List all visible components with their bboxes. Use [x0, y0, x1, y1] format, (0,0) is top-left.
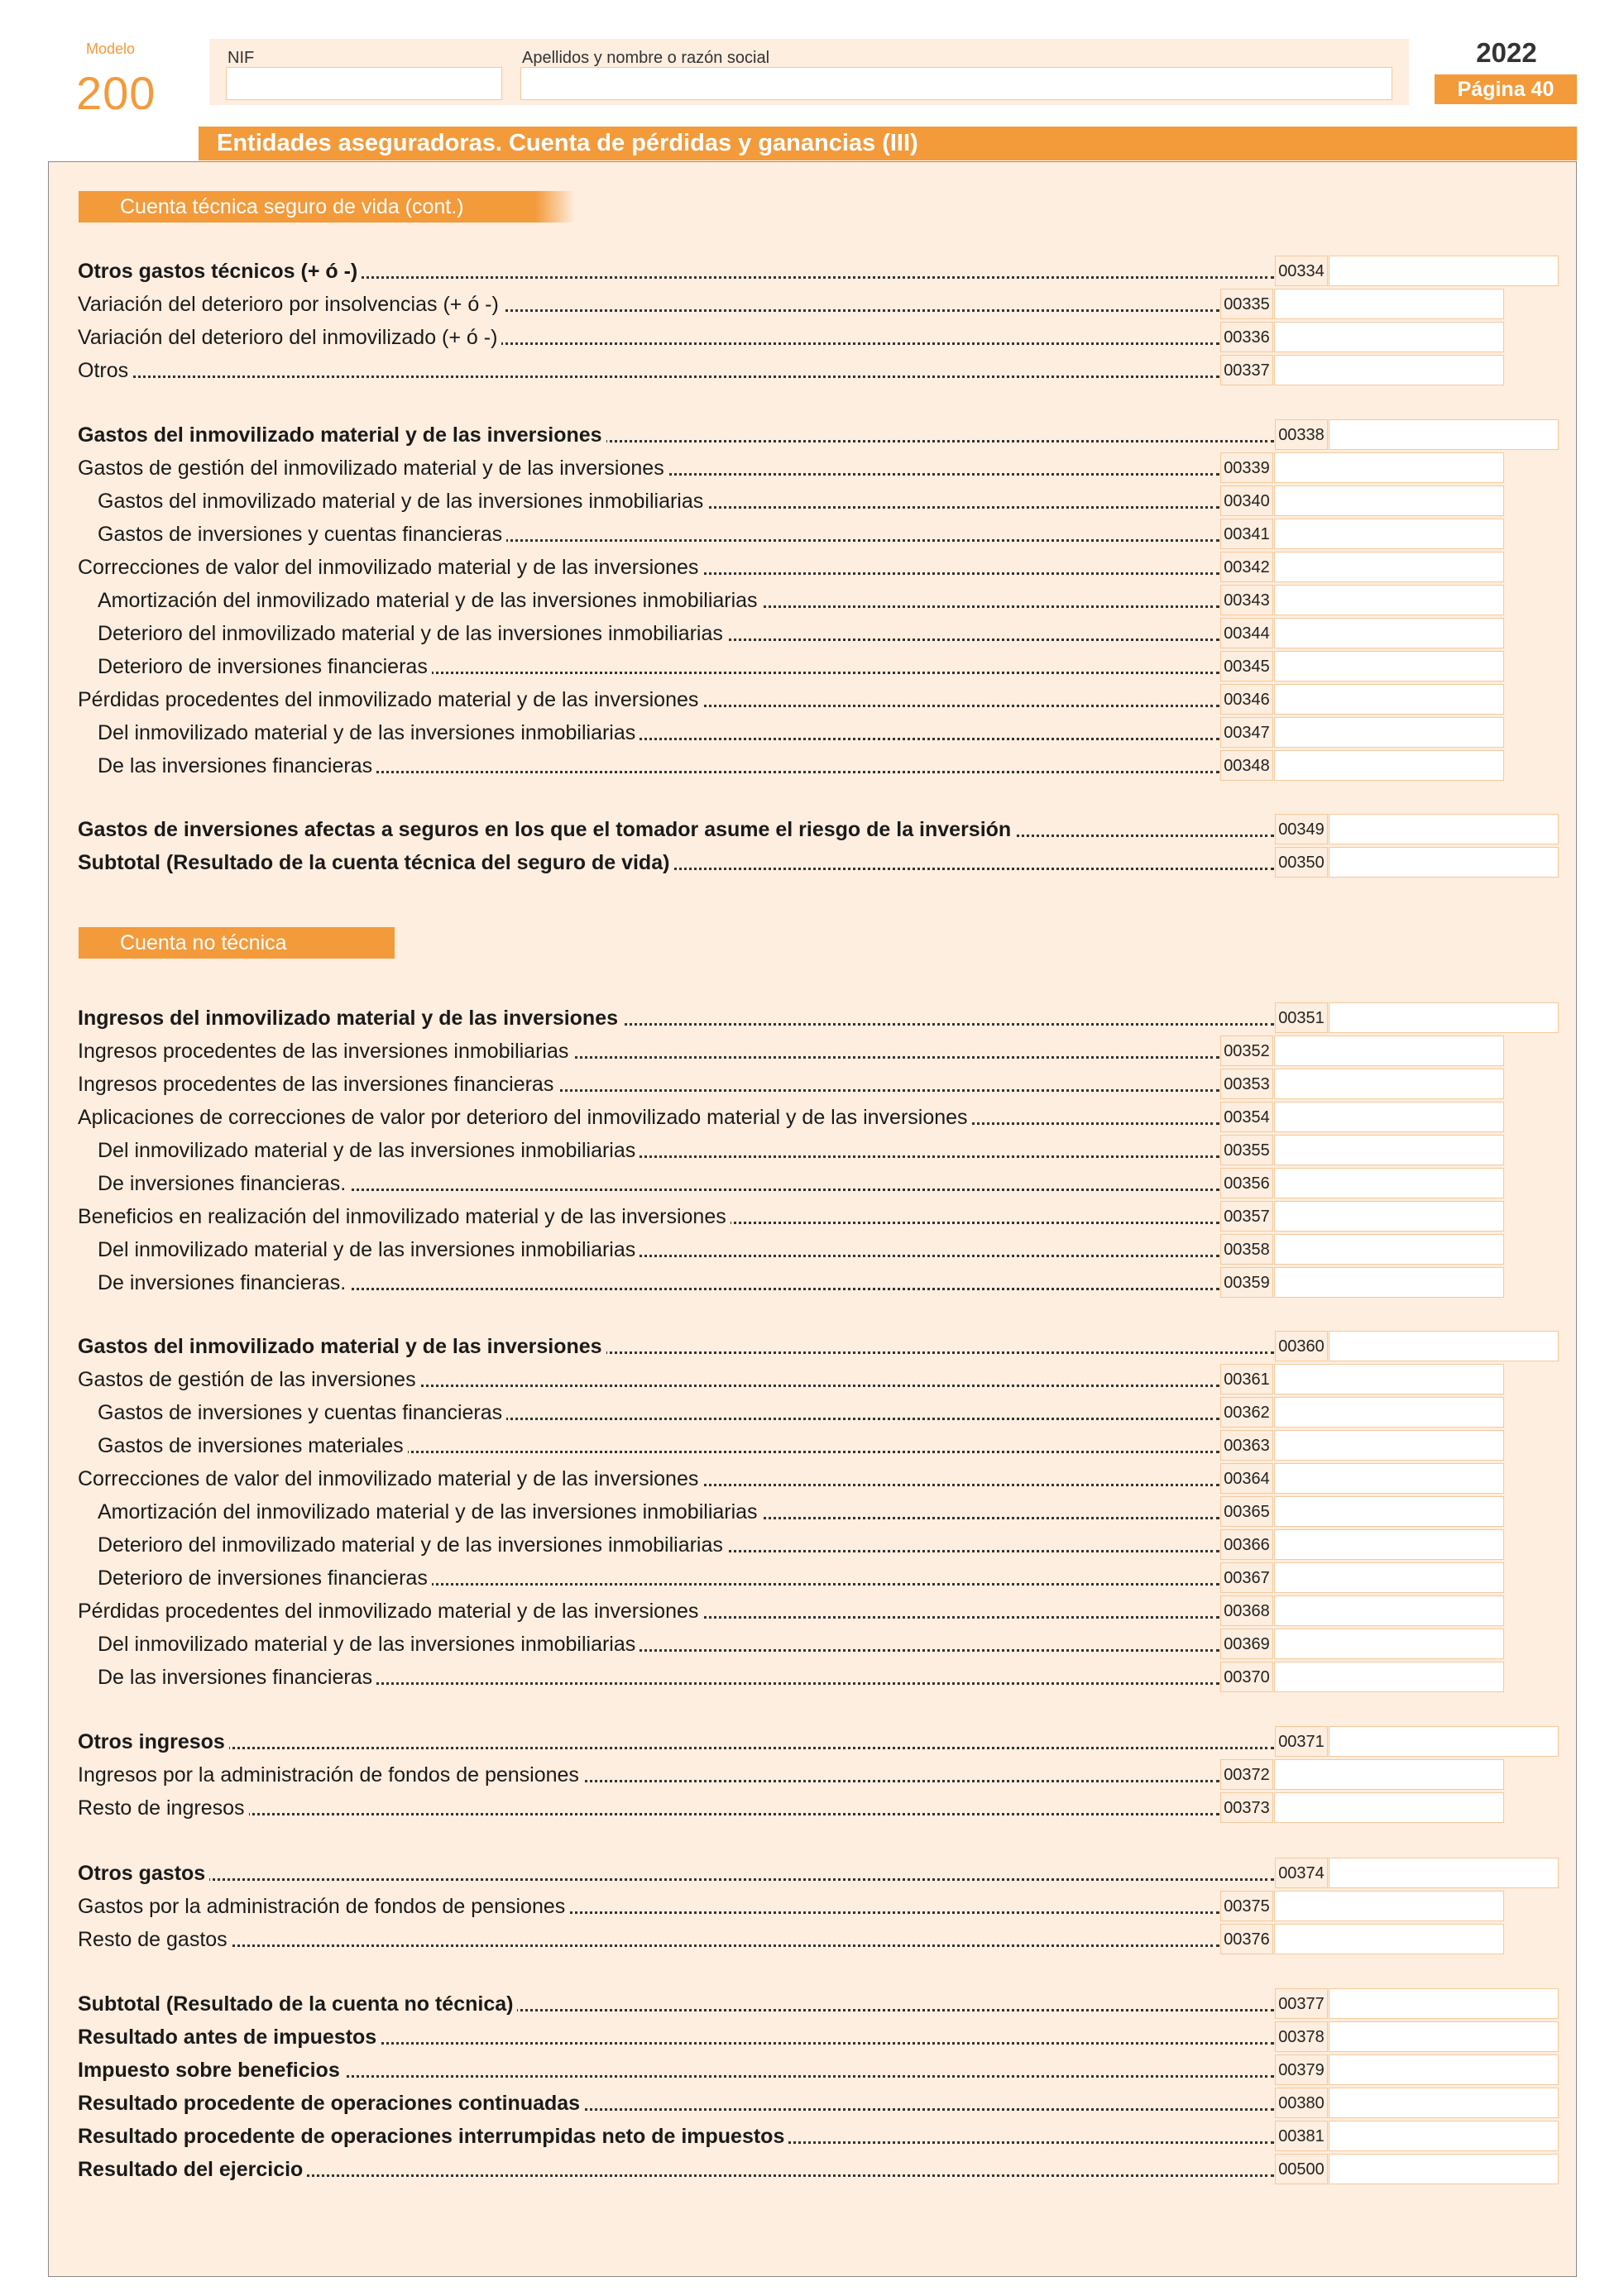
dot-leader [78, 1813, 1219, 1815]
box-code: 00365 [1220, 1496, 1273, 1527]
page-number: Página 40 [1435, 74, 1577, 104]
amount-field-00337[interactable] [1274, 355, 1504, 385]
amount-field-00353[interactable] [1274, 1069, 1504, 1099]
row-label: Resultado procedente de operaciones continuadas [78, 2092, 584, 2115]
box-code: 00381 [1275, 2121, 1328, 2151]
row-label: Otros gastos técnicos (+ ó -) [78, 260, 362, 283]
amount-field-00349[interactable] [1329, 814, 1559, 844]
form-row-00354 [78, 1102, 1504, 1133]
row-label: Gastos del inmovilizado material y de las inversiones inmobiliarias [78, 490, 707, 513]
row-label-container [78, 1430, 1219, 1461]
amount-field-00367[interactable] [1274, 1562, 1504, 1593]
amount-field-00342[interactable] [1274, 552, 1504, 582]
row-label-container [78, 1036, 1219, 1067]
row-label: Impuesto sobre beneficios [78, 2059, 344, 2082]
row-label-container [78, 1168, 1219, 1199]
amount-field-00347[interactable] [1274, 717, 1504, 748]
box-code: 00373 [1220, 1792, 1273, 1823]
row-label: Deterioro del inmovilizado material y de las inversiones inmobiliarias [78, 622, 727, 645]
dot-leader [78, 1878, 1274, 1881]
form-row-00373 [78, 1792, 1504, 1824]
form-row-00338 [78, 419, 1559, 451]
row-label-container [78, 1397, 1219, 1428]
amount-field-00352[interactable] [1274, 1036, 1504, 1066]
amount-field-00362[interactable] [1274, 1397, 1504, 1428]
row-label: Del inmovilizado material y de las inversiones inmobiliarias [78, 721, 640, 744]
row-label: Otros ingresos [78, 1730, 229, 1753]
box-code: 00348 [1220, 750, 1273, 781]
form-row-00361 [78, 1364, 1504, 1395]
row-label-container [78, 1726, 1274, 1758]
row-label: Pérdidas procedentes del inmovilizado material y de las inversiones [78, 688, 702, 711]
form-row-00362 [78, 1397, 1504, 1428]
row-label-container [78, 1002, 1274, 1034]
amount-field-00341[interactable] [1274, 519, 1504, 549]
box-code: 00349 [1275, 814, 1328, 844]
box-code: 00376 [1220, 1924, 1273, 1954]
amount-field-00373[interactable] [1274, 1792, 1504, 1823]
form-row-00344 [78, 618, 1504, 649]
row-label-container [78, 847, 1274, 878]
form-row-00376 [78, 1924, 1504, 1955]
form-row-00372 [78, 1759, 1504, 1791]
form-row-00367 [78, 1562, 1504, 1594]
row-label: Aplicaciones de correcciones de valor por deterioro del inmovilizado material y de las inversiones [78, 1106, 972, 1129]
row-label: De las inversiones financieras [78, 754, 376, 777]
row-label-container [78, 1662, 1219, 1693]
form-row-00334 [78, 256, 1559, 287]
row-label-container [78, 419, 1274, 451]
box-code: 00357 [1220, 1201, 1273, 1232]
form-row-00350 [78, 847, 1559, 878]
amount-field-00340[interactable] [1274, 486, 1504, 516]
dot-leader [78, 1944, 1219, 1947]
form-row-00335 [78, 289, 1504, 320]
amount-field-00361[interactable] [1274, 1364, 1504, 1394]
box-code: 00370 [1220, 1662, 1273, 1692]
amount-field-00339[interactable] [1274, 452, 1504, 483]
amount-field-00359[interactable] [1274, 1267, 1504, 1298]
form-body [48, 161, 1577, 2277]
amount-field-00357[interactable] [1274, 1201, 1504, 1232]
box-code: 00354 [1220, 1102, 1273, 1132]
form-row-00355 [78, 1135, 1504, 1166]
row-label: Subtotal (Resultado de la cuenta técnica del seguro de vida) [78, 851, 673, 874]
row-label-container [78, 1891, 1219, 1922]
row-label-container [78, 1629, 1219, 1660]
box-code: 00336 [1220, 322, 1273, 352]
box-code: 00346 [1220, 684, 1273, 715]
amount-field-00368[interactable] [1274, 1595, 1504, 1626]
box-code: 00350 [1275, 847, 1328, 878]
box-code: 00364 [1220, 1463, 1273, 1494]
form-row-00345 [78, 651, 1504, 682]
box-code: 00367 [1220, 1562, 1273, 1593]
form-row-00356 [78, 1168, 1504, 1199]
form-row-00369 [78, 1629, 1504, 1660]
row-label-container [78, 618, 1219, 649]
row-label: Deterioro del inmovilizado material y de las inversiones inmobiliarias [78, 1533, 727, 1557]
row-label-container [78, 1234, 1219, 1265]
row-label-container [78, 1069, 1219, 1100]
box-code: 00500 [1275, 2154, 1328, 2184]
row-label: Correcciones de valor del inmovilizado material y de las inversiones [78, 1467, 702, 1490]
row-label-container [78, 585, 1219, 616]
row-label: Variación del deterioro del inmovilizado (+ ó -) [78, 326, 501, 349]
row-label: Del inmovilizado material y de las inversiones inmobiliarias [78, 1139, 640, 1162]
box-code: 00338 [1275, 419, 1328, 450]
section-cuenta-tecnica-vida: Cuenta técnica seguro de vida (cont.) [79, 191, 575, 222]
row-label: Ingresos procedentes de las inversiones inmobiliarias [78, 1040, 572, 1063]
row-label: Deterioro de inversiones financieras [78, 1567, 432, 1590]
row-label-container [78, 486, 1219, 517]
form-row-00358 [78, 1234, 1504, 1265]
amount-field-00380[interactable] [1329, 2088, 1559, 2118]
form-row-00336 [78, 322, 1504, 353]
amount-field-00365[interactable] [1274, 1496, 1504, 1527]
row-label: Amortización del inmovilizado material y de las inversiones inmobiliarias [78, 589, 762, 612]
form-row-00343 [78, 585, 1504, 616]
row-label: Gastos de inversiones afectas a seguros en los que el tomador asume el riesgo de la inversión [78, 818, 1015, 841]
row-label: De las inversiones financieras [78, 1666, 376, 1689]
amount-field-00369[interactable] [1274, 1629, 1504, 1659]
row-label-container [78, 1267, 1219, 1299]
form-row-00346 [78, 684, 1504, 715]
row-label: Del inmovilizado material y de las inversiones inmobiliarias [78, 1238, 640, 1261]
row-label: Pérdidas procedentes del inmovilizado material y de las inversiones [78, 1600, 702, 1623]
form-row-00348 [78, 750, 1504, 782]
amount-field-00356[interactable] [1274, 1168, 1504, 1198]
form-row-00339 [78, 452, 1504, 484]
row-label: Variación del deterioro por insolvencias (+ ó -) [78, 293, 503, 316]
box-code: 00363 [1220, 1430, 1273, 1461]
row-label-container [78, 1102, 1219, 1133]
box-code: 00361 [1220, 1364, 1273, 1394]
row-label-container [78, 1331, 1274, 1362]
nif-input[interactable] [226, 67, 502, 100]
row-label-container [78, 1135, 1219, 1166]
form-row-00378 [78, 2021, 1559, 2053]
box-code: 00359 [1220, 1267, 1273, 1298]
amount-field-00360[interactable] [1329, 1331, 1559, 1361]
form-row-00342 [78, 552, 1504, 583]
row-label: De inversiones financieras. [78, 1172, 350, 1195]
row-label-container [78, 2054, 1274, 2086]
form-row-00364 [78, 1463, 1504, 1495]
box-code: 00339 [1220, 452, 1273, 483]
amount-field-00371[interactable] [1329, 1726, 1559, 1757]
amount-field-00366[interactable] [1274, 1529, 1504, 1560]
row-label-container [78, 2154, 1274, 2185]
row-label: Ingresos procedentes de las inversiones financieras [78, 1073, 558, 1096]
year: 2022 [1476, 37, 1537, 68]
form-row-00341 [78, 519, 1504, 550]
amount-field-00334[interactable] [1329, 256, 1559, 286]
amount-field-00336[interactable] [1274, 322, 1504, 352]
row-label: Del inmovilizado material y de las inversiones inmobiliarias [78, 1633, 640, 1656]
row-label-container [78, 1595, 1219, 1627]
row-label: Resultado procedente de operaciones interrumpidas neto de impuestos [78, 2125, 788, 2148]
row-label: Otros gastos [78, 1862, 209, 1885]
row-label-container [78, 2088, 1274, 2119]
row-label-container [78, 1924, 1219, 1955]
row-label-container [78, 1201, 1219, 1232]
name-label: Apellidos y nombre o razón social [522, 49, 770, 67]
box-code: 00378 [1275, 2021, 1328, 2052]
modelo-label: Modelo [86, 41, 136, 57]
form-row-00337 [78, 355, 1504, 386]
row-label-container [78, 289, 1219, 320]
form-row-00371 [78, 1726, 1559, 1758]
box-code: 00379 [1275, 2054, 1328, 2085]
row-label: Resto de gastos [78, 1928, 232, 1951]
row-label: Gastos de inversiones y cuentas financieras [78, 1401, 506, 1424]
row-label: Amortización del inmovilizado material y de las inversiones inmobiliarias [78, 1500, 762, 1523]
name-input[interactable] [520, 67, 1392, 100]
amount-field-00381[interactable] [1329, 2121, 1559, 2151]
dot-leader [78, 1747, 1274, 1749]
amount-field-00378[interactable] [1329, 2021, 1559, 2052]
form-row-00347 [78, 717, 1504, 749]
row-label: Ingresos del inmovilizado material y de las inversiones [78, 1007, 622, 1030]
form-row-00357 [78, 1201, 1504, 1232]
row-label-container [78, 2121, 1274, 2152]
row-label-container [78, 552, 1219, 583]
box-code: 00337 [1220, 355, 1273, 385]
box-code: 00340 [1220, 486, 1273, 516]
form-row-00375 [78, 1891, 1504, 1922]
row-label: Resultado antes de impuestos [78, 2026, 381, 2049]
box-code: 00351 [1275, 1002, 1328, 1033]
amount-field-00345[interactable] [1274, 651, 1504, 682]
page-title: Entidades aseguradoras. Cuenta de pérdidas y ganancias (III) [199, 127, 1577, 160]
header-panel [209, 39, 1409, 105]
form-row-00365 [78, 1496, 1504, 1528]
box-code: 00362 [1220, 1397, 1273, 1428]
row-label-container [78, 750, 1219, 782]
amount-field-00358[interactable] [1274, 1234, 1504, 1265]
amount-field-00379[interactable] [1329, 2054, 1559, 2085]
row-label: Gastos del inmovilizado material y de las inversiones [78, 423, 606, 447]
row-label-container [78, 1496, 1219, 1528]
form-row-00377 [78, 1988, 1559, 2020]
row-label: Gastos de inversiones y cuentas financieras [78, 523, 506, 546]
row-label: Gastos del inmovilizado material y de las inversiones [78, 1335, 606, 1358]
modelo-number: 200 [76, 67, 156, 119]
amount-field-00364[interactable] [1274, 1463, 1504, 1494]
amount-field-00500[interactable] [1329, 2154, 1559, 2184]
form-row-00353 [78, 1069, 1504, 1100]
row-label-container [78, 1364, 1219, 1395]
row-label-container [78, 1858, 1274, 1889]
box-code: 00369 [1220, 1629, 1273, 1659]
row-label: Deterioro de inversiones financieras [78, 655, 432, 678]
row-label-container [78, 355, 1219, 386]
row-label-container [78, 322, 1219, 353]
form-row-00351 [78, 1002, 1559, 1034]
box-code: 00335 [1220, 289, 1273, 319]
row-label-container [78, 1988, 1274, 2020]
form-row-00363 [78, 1430, 1504, 1461]
row-label: Gastos de inversiones materiales [78, 1434, 408, 1457]
row-label-container [78, 1759, 1219, 1791]
row-label-container [78, 684, 1219, 715]
row-label-container [78, 1529, 1219, 1561]
amount-field-00346[interactable] [1274, 684, 1504, 715]
row-label-container [78, 1463, 1219, 1495]
row-label-container [78, 814, 1274, 845]
box-code: 00377 [1275, 1988, 1328, 2019]
box-code: 00352 [1220, 1036, 1273, 1066]
box-code: 00360 [1275, 1331, 1328, 1361]
box-code: 00344 [1220, 618, 1273, 648]
form-row-00500 [78, 2154, 1559, 2185]
row-label: Resto de ingresos [78, 1796, 249, 1820]
amount-field-00351[interactable] [1329, 1002, 1559, 1033]
box-code: 00368 [1220, 1595, 1273, 1626]
section-cuenta-no-tecnica: Cuenta no técnica [79, 927, 395, 959]
form-row-00359 [78, 1267, 1504, 1299]
amount-field-00348[interactable] [1274, 750, 1504, 781]
row-label-container [78, 2021, 1274, 2053]
box-code: 00355 [1220, 1135, 1273, 1165]
box-code: 00371 [1275, 1726, 1328, 1757]
amount-field-00370[interactable] [1274, 1662, 1504, 1692]
row-label-container [78, 1562, 1219, 1594]
box-code: 00343 [1220, 585, 1273, 615]
row-label-container [78, 256, 1274, 287]
form-row-00379 [78, 2054, 1559, 2086]
form-row-00352 [78, 1036, 1504, 1067]
form-row-00349 [78, 814, 1559, 845]
amount-field-00376[interactable] [1274, 1924, 1504, 1954]
row-label-container [78, 452, 1219, 484]
row-label: De inversiones financieras. [78, 1271, 350, 1294]
box-code: 00374 [1275, 1858, 1328, 1888]
amount-field-00377[interactable] [1329, 1988, 1559, 2019]
amount-field-00335[interactable] [1274, 289, 1504, 319]
box-code: 00375 [1220, 1891, 1273, 1921]
amount-field-00372[interactable] [1274, 1759, 1504, 1790]
row-label-container [78, 651, 1219, 682]
row-label: Gastos por la administración de fondos de pensiones [78, 1895, 569, 1918]
form-row-00368 [78, 1595, 1504, 1627]
form-row-00381 [78, 2121, 1559, 2152]
amount-field-00338[interactable] [1329, 419, 1559, 450]
form-row-00366 [78, 1529, 1504, 1561]
box-code: 00366 [1220, 1529, 1273, 1560]
box-code: 00347 [1220, 717, 1273, 748]
row-label-container [78, 1792, 1219, 1824]
row-label: Gastos de gestión de las inversiones [78, 1368, 420, 1391]
row-label: Resultado del ejercicio [78, 2158, 307, 2181]
amount-field-00344[interactable] [1274, 618, 1504, 648]
box-code: 00353 [1220, 1069, 1273, 1099]
box-code: 00345 [1220, 651, 1273, 682]
box-code: 00356 [1220, 1168, 1273, 1198]
amount-field-00374[interactable] [1329, 1858, 1559, 1888]
dot-leader [78, 375, 1219, 378]
amount-field-00343[interactable] [1274, 585, 1504, 615]
row-label: Beneficios en realización del inmovilizado material y de las inversiones [78, 1205, 731, 1228]
amount-field-00375[interactable] [1274, 1891, 1504, 1921]
box-code: 00358 [1220, 1234, 1273, 1265]
form-row-00360 [78, 1331, 1559, 1362]
row-label: Gastos de gestión del inmovilizado material y de las inversiones [78, 457, 668, 480]
amount-field-00355[interactable] [1274, 1135, 1504, 1165]
row-label: Subtotal (Resultado de la cuenta no técnica) [78, 1992, 517, 2016]
nif-label: NIF [228, 49, 255, 67]
row-label: Otros [78, 359, 132, 382]
amount-field-00350[interactable] [1329, 847, 1559, 878]
form-row-00374 [78, 1858, 1559, 1889]
row-label-container [78, 519, 1219, 550]
form-row-00340 [78, 486, 1504, 517]
form-row-00370 [78, 1662, 1504, 1693]
amount-field-00354[interactable] [1274, 1102, 1504, 1132]
row-label-container [78, 717, 1219, 749]
row-label: Correcciones de valor del inmovilizado material y de las inversiones [78, 556, 702, 579]
amount-field-00363[interactable] [1274, 1430, 1504, 1461]
box-code: 00372 [1220, 1759, 1273, 1790]
box-code: 00380 [1275, 2088, 1328, 2118]
box-code: 00341 [1220, 519, 1273, 549]
row-label: Ingresos por la administración de fondos de pensiones [78, 1763, 583, 1787]
form-row-00380 [78, 2088, 1559, 2119]
box-code: 00334 [1275, 256, 1328, 286]
box-code: 00342 [1220, 552, 1273, 582]
